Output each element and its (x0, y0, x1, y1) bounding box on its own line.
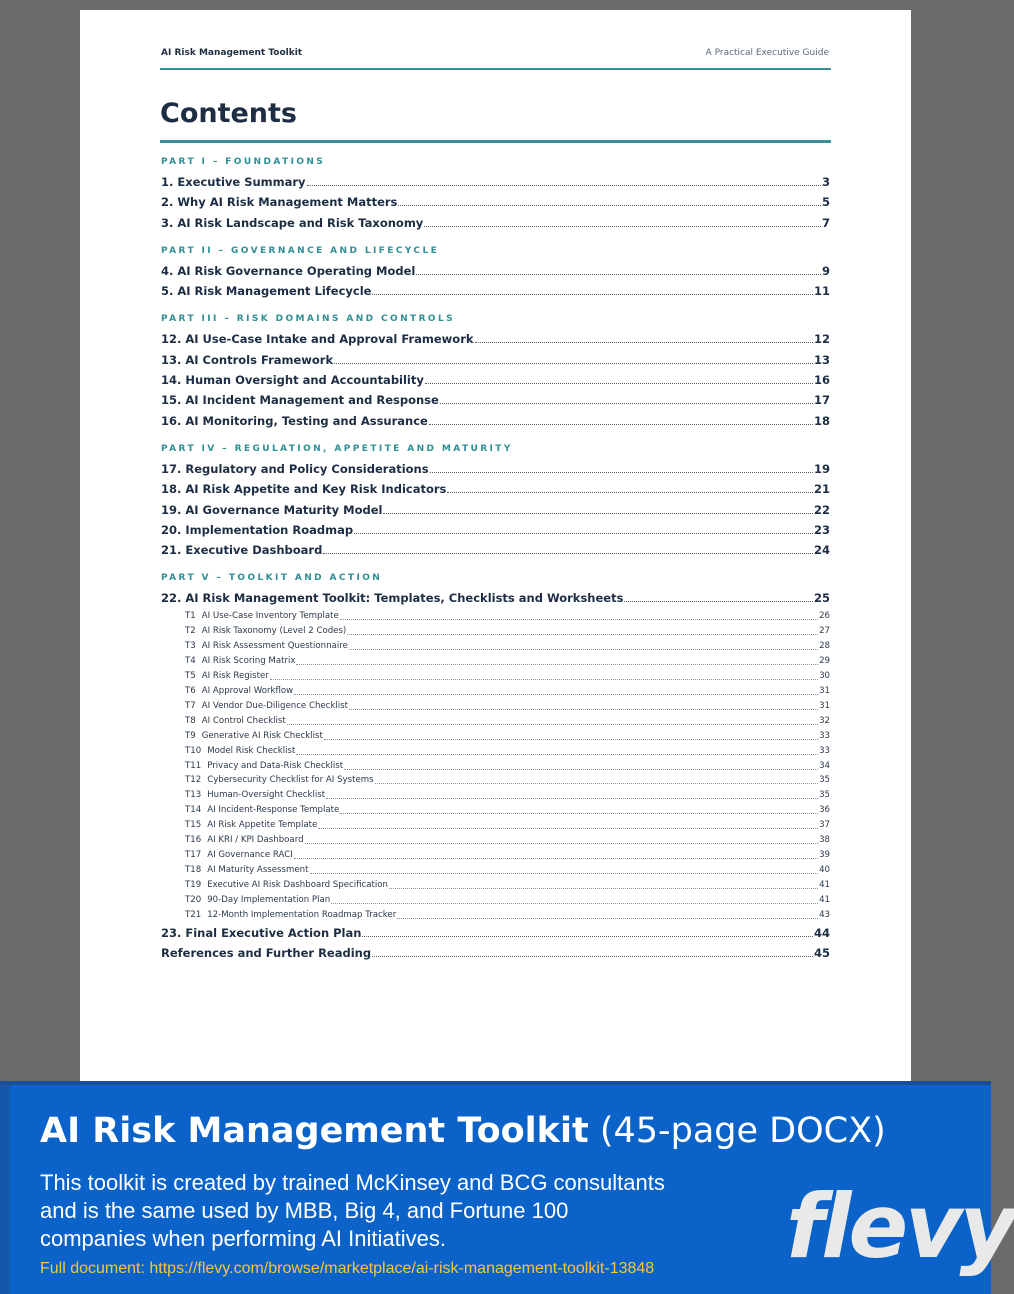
header-title: AI Risk Management Toolkit (161, 48, 303, 58)
template-page: 35 (819, 790, 830, 800)
toc-entry[interactable] (161, 462, 830, 476)
toc-subentry[interactable] (185, 790, 830, 800)
dot-leader (318, 820, 818, 829)
promo-banner (0, 1081, 1014, 1294)
toc-entry-page: 5 (821, 195, 830, 209)
dot-leader (424, 216, 821, 227)
template-page: 27 (819, 626, 830, 636)
template-code: T17 (185, 850, 202, 860)
template-page: 34 (819, 761, 830, 771)
template-label: AI Vendor Due-Diligence Checklist (201, 701, 349, 711)
dot-leader (430, 462, 813, 473)
template-label: AI Risk Taxonomy (Level 2 Codes) (201, 626, 347, 636)
toc-subentry[interactable] (185, 641, 830, 651)
toc-entry-label: 5. AI Risk Management Lifecycle (161, 284, 372, 298)
dot-leader (323, 543, 813, 554)
toc-entry[interactable] (161, 482, 830, 496)
toc-subentry[interactable] (185, 686, 830, 696)
template-code: T8 (185, 716, 196, 726)
template-label: Executive AI Risk Dashboard Specification (207, 880, 388, 890)
toc-entry-page: 9 (821, 264, 830, 278)
template-label: AI Incident-Response Template (207, 805, 340, 815)
dot-leader (326, 790, 818, 799)
dot-leader (354, 523, 813, 534)
toc-subentry[interactable] (185, 880, 830, 890)
toc-entry[interactable] (161, 414, 830, 428)
toc-subentry[interactable] (185, 805, 830, 815)
toc-subentry[interactable] (185, 910, 830, 920)
toc-entry-label: 23. Final Executive Action Plan (161, 926, 362, 940)
dot-leader (344, 761, 818, 770)
template-page: 28 (819, 641, 830, 651)
toc-entry-label: 17. Regulatory and Policy Considerations (161, 462, 429, 476)
toc-entry-page: 24 (813, 543, 830, 557)
template-code: T5 (185, 671, 196, 681)
document-page (80, 10, 911, 1085)
part-heading: PART I – FOUNDATIONS (161, 157, 326, 167)
dot-leader (372, 284, 813, 295)
template-page: 31 (819, 701, 830, 711)
template-label: AI Approval Workflow (201, 686, 294, 696)
toc-entry-page: 45 (813, 946, 830, 960)
dot-leader (270, 671, 818, 680)
banner-title-main: AI Risk Management Toolkit (40, 1111, 589, 1151)
toc-entry-label: 12. AI Use-Case Intake and Approval Framework (161, 332, 474, 346)
dot-leader (398, 195, 821, 206)
toc-entry[interactable] (161, 195, 830, 209)
document-link[interactable]: Full document: https://flevy.com/browse/marketplace/ai-risk-management-toolkit-13848 (40, 1260, 655, 1277)
template-page: 29 (819, 656, 830, 666)
toc-entry-page: 12 (813, 332, 830, 346)
toc-subentry[interactable] (185, 761, 830, 771)
toc-entry-page: 44 (813, 926, 830, 940)
toc-entry-page: 18 (813, 414, 830, 428)
banner-accent (0, 1085, 10, 1294)
template-page: 33 (819, 746, 830, 756)
toc-entry[interactable] (161, 353, 830, 367)
template-code: T11 (185, 761, 202, 771)
template-label: AI Risk Appetite Template (207, 820, 318, 830)
template-label: 12-Month Implementation Roadmap Tracker (207, 910, 397, 920)
toc-subentry[interactable] (185, 820, 830, 830)
dot-leader (349, 641, 818, 650)
toc-entry[interactable] (161, 543, 830, 557)
part-heading: PART IV – REGULATION, APPETITE AND MATURITY (161, 444, 513, 454)
toc-entry-label: 22. AI Risk Management Toolkit: Templates, Checklists and Worksheets (161, 591, 624, 605)
toc-entry[interactable] (161, 946, 830, 960)
toc-entry-page: 23 (813, 523, 830, 537)
template-label: AI Risk Scoring Matrix (201, 656, 296, 666)
page-title: Contents (160, 96, 831, 143)
template-label: Model Risk Checklist (207, 746, 296, 756)
toc-entry-page: 25 (813, 591, 830, 605)
toc-entry-label: 4. AI Risk Governance Operating Model (161, 264, 416, 278)
dot-leader (324, 731, 818, 740)
toc-entry[interactable] (161, 591, 830, 605)
toc-entry-page: 7 (821, 216, 830, 230)
dot-leader (294, 686, 818, 695)
dot-leader (375, 775, 818, 784)
toc-entry-label: 19. AI Governance Maturity Model (161, 503, 383, 517)
template-page: 41 (819, 880, 830, 890)
dot-leader (389, 880, 818, 889)
toc-subentry[interactable] (185, 775, 830, 785)
template-page: 41 (819, 895, 830, 905)
toc-subentry[interactable] (185, 626, 830, 636)
banner-description: This toolkit is created by trained McKinsey and BCG consultants and is the same used by MBB, Big 4, and Fortune 100 companies when performing AI Initiatives. (40, 1170, 665, 1251)
template-page: 33 (819, 731, 830, 741)
template-code: T10 (185, 746, 202, 756)
toc-entry[interactable] (161, 216, 830, 230)
toc-entry-page: 11 (813, 284, 830, 298)
template-page: 40 (819, 865, 830, 875)
template-code: T9 (185, 731, 196, 741)
template-code: T4 (185, 656, 196, 666)
toc-entry[interactable] (161, 926, 830, 940)
toc-entry-page: 13 (813, 353, 830, 367)
toc-entry[interactable] (161, 264, 830, 278)
template-code: T3 (185, 641, 196, 651)
template-label: AI KRI / KPI Dashboard (207, 835, 304, 845)
toc-subentry[interactable] (185, 671, 830, 681)
toc-entry-label: References and Further Reading (161, 946, 372, 960)
template-label: AI Use-Case Inventory Template (201, 611, 339, 621)
running-header (160, 48, 831, 70)
dot-leader (340, 805, 818, 814)
toc-entry-label: 21. Executive Dashboard (161, 543, 323, 557)
toc-entry[interactable] (161, 373, 830, 387)
template-label: AI Control Checklist (201, 716, 286, 726)
template-page: 39 (819, 850, 830, 860)
template-label: Generative AI Risk Checklist (201, 731, 323, 741)
template-page: 32 (819, 716, 830, 726)
dot-leader (310, 865, 819, 874)
template-code: T15 (185, 820, 202, 830)
toc-entry[interactable] (161, 175, 830, 189)
header-subtitle: A Practical Executive Guide (705, 48, 829, 58)
dot-leader (307, 175, 821, 186)
toc-entry-label: 3. AI Risk Landscape and Risk Taxonomy (161, 216, 424, 230)
template-page: 35 (819, 775, 830, 785)
banner-title (40, 1111, 886, 1151)
template-page: 31 (819, 686, 830, 696)
dot-leader (296, 656, 818, 665)
template-code: T13 (185, 790, 202, 800)
dot-leader (383, 503, 813, 514)
template-code: T7 (185, 701, 196, 711)
part-heading: PART III – RISK DOMAINS AND CONTROLS (161, 314, 455, 324)
banner-title-format: (45-page DOCX) (599, 1111, 886, 1151)
dot-leader (305, 835, 819, 844)
template-code: T1 (185, 611, 196, 621)
toc-entry-label: 18. AI Risk Appetite and Key Risk Indicators (161, 482, 447, 496)
toc-entry-label: 2. Why AI Risk Management Matters (161, 195, 398, 209)
dot-leader (296, 746, 818, 755)
toc-entry-label: 16. AI Monitoring, Testing and Assurance (161, 414, 428, 428)
flevy-logo: flevy (786, 1175, 1014, 1278)
part-heading: PART V – TOOLKIT AND ACTION (161, 573, 383, 583)
dot-leader (331, 895, 818, 904)
toc-subentry[interactable] (185, 701, 830, 711)
toc-entry-label: 1. Executive Summary (161, 175, 306, 189)
toc-entry-page: 21 (813, 482, 830, 496)
dot-leader (440, 393, 813, 404)
toc-subentry[interactable] (185, 611, 830, 621)
toc-subentry[interactable] (185, 850, 830, 860)
dot-leader (416, 264, 821, 275)
toc-entry-page: 22 (813, 503, 830, 517)
template-code: T18 (185, 865, 202, 875)
template-code: T6 (185, 686, 196, 696)
template-page: 38 (819, 835, 830, 845)
template-page: 26 (819, 611, 830, 621)
toc-entry[interactable] (161, 503, 830, 517)
template-label: Cybersecurity Checklist for AI Systems (207, 775, 374, 785)
template-code: T20 (185, 895, 202, 905)
template-label: AI Governance RACI (207, 850, 293, 860)
template-page: 43 (819, 910, 830, 920)
template-label: AI Maturity Assessment (207, 865, 309, 875)
toc-entry-label: 13. AI Controls Framework (161, 353, 334, 367)
dot-leader (287, 716, 818, 725)
toc-subentry[interactable] (185, 656, 830, 666)
toc-subentry[interactable] (185, 835, 830, 845)
dot-leader (429, 414, 813, 425)
toc-entry-label: 20. Implementation Roadmap (161, 523, 354, 537)
toc-entry-label: 14. Human Oversight and Accountability (161, 373, 424, 387)
template-label: Privacy and Data-Risk Checklist (207, 761, 344, 771)
toc-subentry[interactable] (185, 716, 830, 726)
template-label: AI Risk Assessment Questionnaire (201, 641, 348, 651)
toc-entry-page: 17 (813, 393, 830, 407)
dot-leader (340, 611, 818, 620)
toc-entry-page: 19 (813, 462, 830, 476)
dot-leader (425, 373, 813, 384)
template-code: T21 (185, 910, 202, 920)
toc-subentry[interactable] (185, 731, 830, 741)
template-code: T12 (185, 775, 202, 785)
toc-entry-label: 15. AI Incident Management and Response (161, 393, 439, 407)
dot-leader (334, 353, 813, 364)
template-label: Human-Oversight Checklist (207, 790, 326, 800)
toc-subentry[interactable] (185, 895, 830, 905)
dot-leader (347, 626, 818, 635)
template-code: T19 (185, 880, 202, 890)
toc-entry[interactable] (161, 284, 830, 298)
template-page: 36 (819, 805, 830, 815)
dot-leader (372, 946, 813, 957)
toc-subentry[interactable] (185, 746, 830, 756)
dot-leader (349, 701, 818, 710)
template-label: AI Risk Register (201, 671, 269, 681)
template-label: 90-Day Implementation Plan (207, 895, 331, 905)
dot-leader (397, 910, 818, 919)
toc-entry[interactable] (161, 332, 830, 346)
toc-entry-page: 3 (821, 175, 830, 189)
template-code: T2 (185, 626, 196, 636)
template-code: T16 (185, 835, 202, 845)
toc-entry-page: 16 (813, 373, 830, 387)
toc-entry[interactable] (161, 523, 830, 537)
dot-leader (294, 850, 818, 859)
dot-leader (624, 591, 813, 602)
toc-subentry[interactable] (185, 865, 830, 875)
dot-leader (362, 926, 813, 937)
template-page: 37 (819, 820, 830, 830)
part-heading: PART II – GOVERNANCE AND LIFECYCLE (161, 246, 440, 256)
template-code: T14 (185, 805, 202, 815)
dot-leader (447, 482, 813, 493)
dot-leader (475, 332, 813, 343)
template-page: 30 (819, 671, 830, 681)
toc-entry[interactable] (161, 393, 830, 407)
